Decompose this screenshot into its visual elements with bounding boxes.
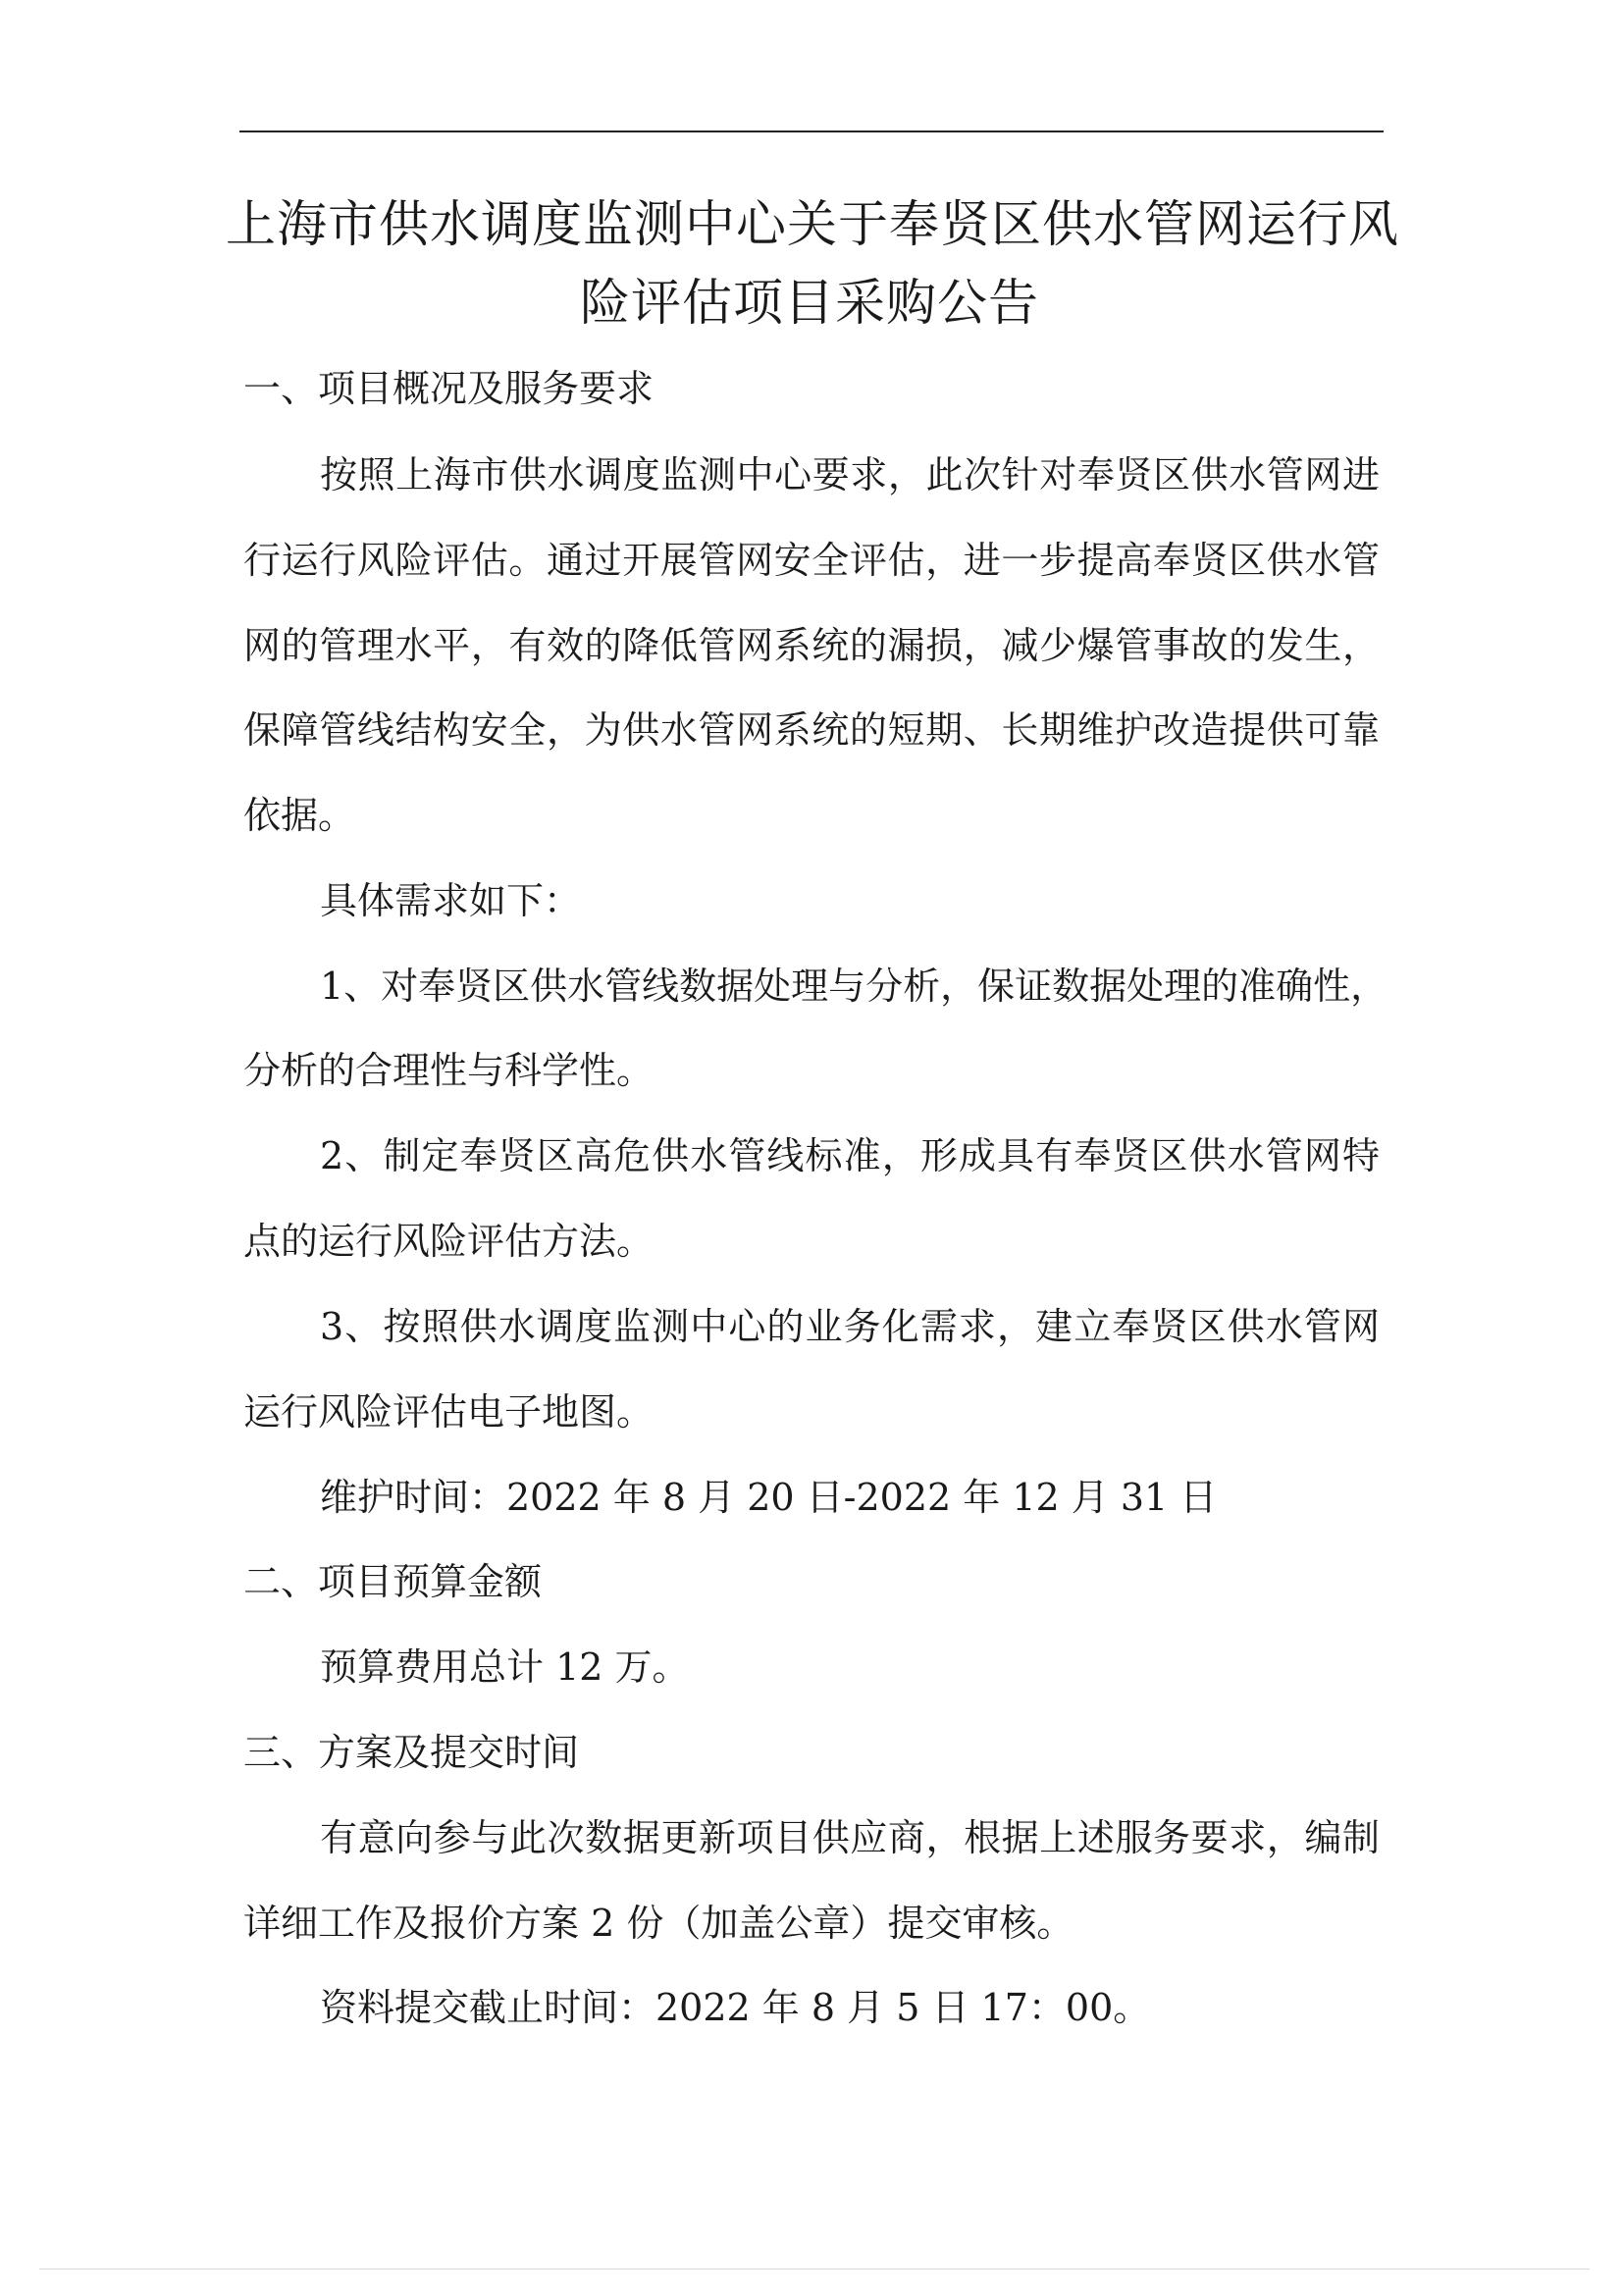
paragraph-line: 有意向参与此次数据更新项目供应商，根据上述服务要求，编制	[320, 1816, 1380, 1859]
paragraph-line: 保障管线结构安全，为供水管网系统的短期、长期维护改造提供可靠	[243, 708, 1380, 752]
paragraph-line: 按照上海市供水调度监测中心要求，此次针对奉贤区供水管网进	[320, 453, 1380, 496]
submission-deadline: 资料提交截止时间：2022 年 8 月 5 日 17：00。	[320, 1986, 1151, 2029]
header-rule	[239, 130, 1384, 132]
requirement-item-1: 1、对奉贤区供水管线数据处理与分析，保证数据处理的准确性，	[320, 965, 1388, 1008]
document-title-line-1: 上海市供水调度监测中心关于奉贤区供水管网运行风	[226, 196, 1400, 254]
document-title-line-2: 险评估项目采购公告	[579, 275, 1039, 333]
paragraph-line: 网的管理水平，有效的降低管网系统的漏损，减少爆管事故的发生，	[243, 624, 1380, 667]
section-2-heading: 二、项目预算金额	[243, 1560, 543, 1603]
requirements-intro: 具体需求如下：	[320, 879, 582, 922]
paragraph-line: 详细工作及报价方案 2 份（加盖公章）提交审核。	[243, 1902, 1074, 1945]
paragraph-line: 依据。	[243, 794, 356, 837]
section-3-heading: 三、方案及提交时间	[243, 1731, 580, 1774]
budget-amount: 预算费用总计 12 万。	[320, 1645, 690, 1689]
requirement-item-1-cont: 分析的合理性与科学性。	[243, 1049, 654, 1092]
requirement-item-3: 3、按照供水调度监测中心的业务化需求，建立奉贤区供水管网	[320, 1305, 1380, 1348]
maintenance-period: 维护时间：2022 年 8 月 20 日-2022 年 12 月 31 日	[320, 1476, 1218, 1519]
requirement-item-2: 2、制定奉贤区高危供水管线标准，形成具有奉贤区供水管网特	[320, 1134, 1380, 1177]
paragraph-line: 行运行风险评估。通过开展管网安全评估，进一步提高奉贤区供水管	[243, 539, 1380, 582]
requirement-item-2-cont: 点的运行风险评估方法。	[243, 1220, 654, 1263]
requirement-item-3-cont: 运行风险评估电子地图。	[243, 1390, 654, 1434]
section-1-heading: 一、项目概况及服务要求	[243, 367, 654, 410]
scan-edge-line	[39, 2269, 1590, 2270]
